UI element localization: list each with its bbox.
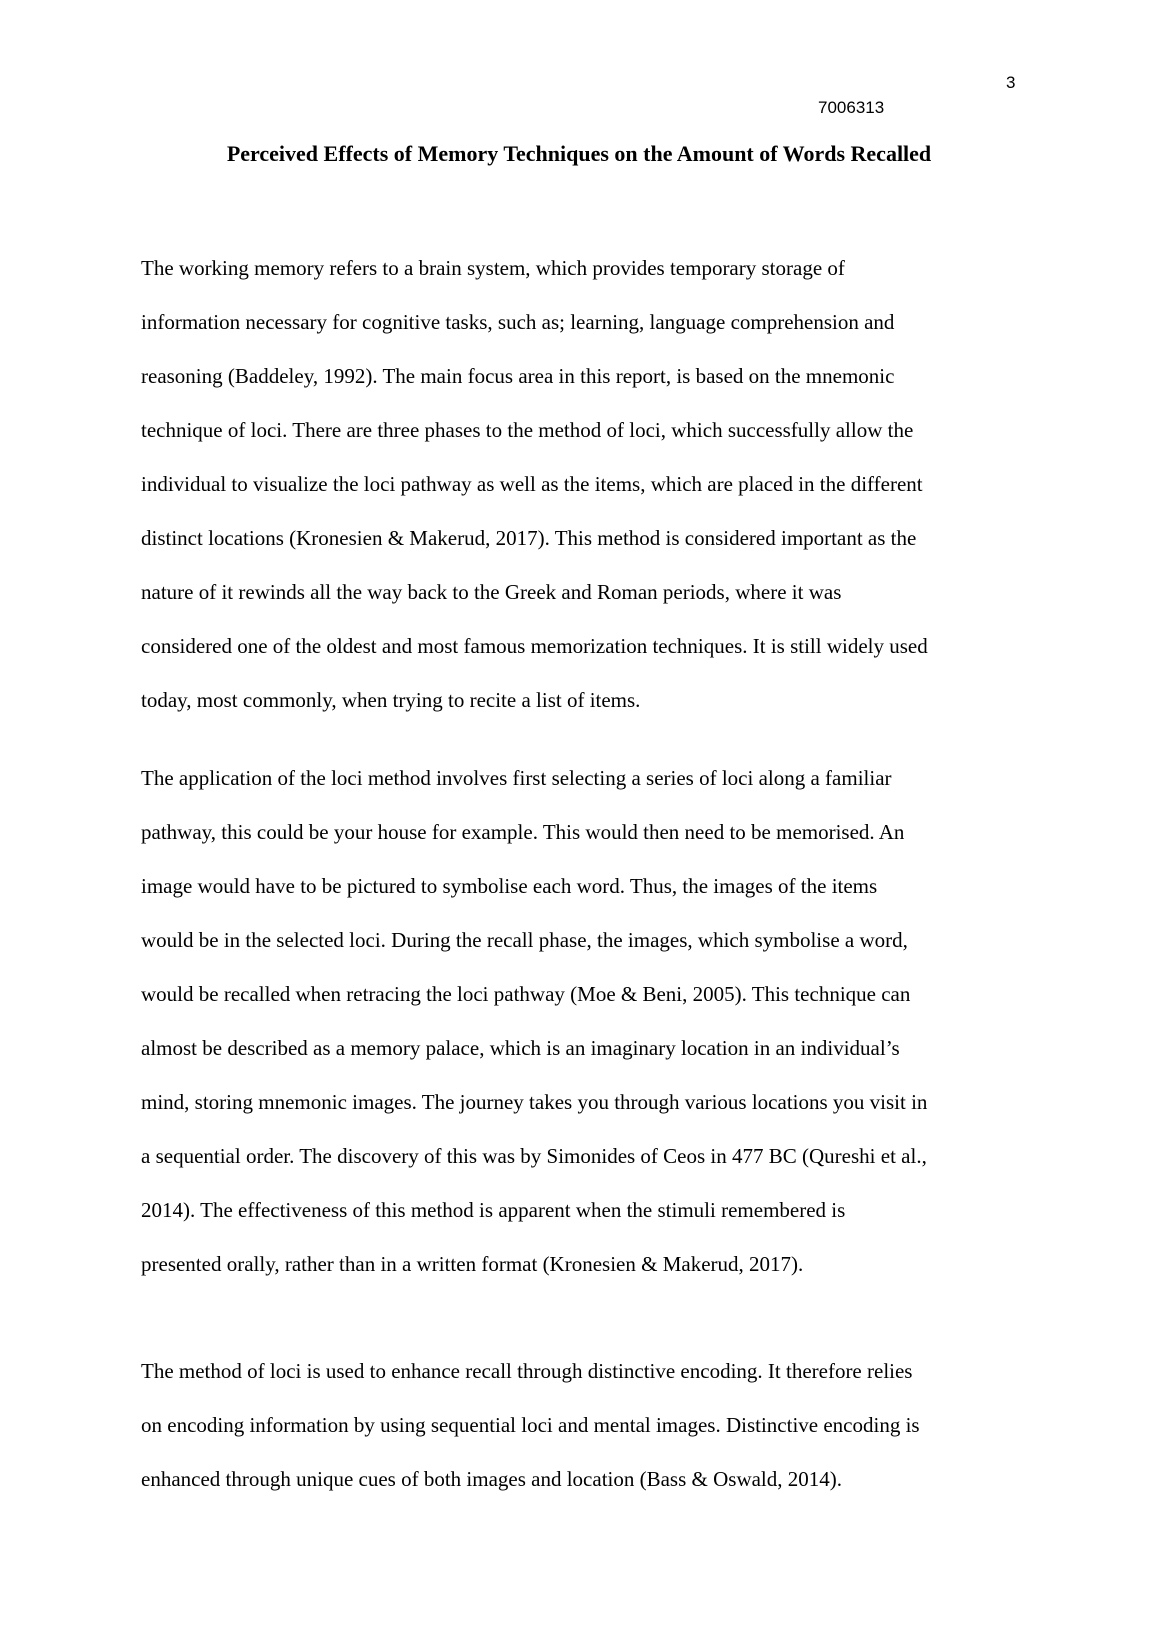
- paragraph-line: The application of the loci method involves first selecting a series of loci along a familiar: [141, 766, 892, 790]
- paragraph-line: image would have to be pictured to symbolise each word. Thus, the images of the items: [141, 874, 878, 898]
- paragraph-line: almost be described as a memory palace, which is an imaginary location in an individual’s: [141, 1036, 900, 1060]
- paragraph-line: technique of loci. There are three phases to the method of loci, which successfully allow the: [141, 418, 914, 442]
- paragraph-line: nature of it rewinds all the way back to the Greek and Roman periods, where it was: [141, 580, 842, 604]
- paragraph-line: pathway, this could be your house for example. This would then need to be memorised. An: [141, 820, 905, 844]
- paragraph-line: reasoning (Baddeley, 1992). The main focus area in this report, is based on the mnemonic: [141, 364, 895, 388]
- page-number: 3: [1006, 73, 1016, 92]
- paragraph-line: presented orally, rather than in a written format (Kronesien & Makerud, 2017).: [141, 1252, 804, 1276]
- document-title: Perceived Effects of Memory Techniques on the Amount of Words Recalled: [226, 141, 932, 166]
- paragraph-line: individual to visualize the loci pathway as well as the items, which are placed in the different: [141, 472, 923, 496]
- paragraph-3: [141, 1357, 920, 1519]
- paragraph-line: enhanced through unique cues of both images and location (Bass & Oswald, 2014).: [141, 1467, 843, 1491]
- paragraph-line: would be recalled when retracing the loci pathway (Moe & Beni, 2005). This technique can: [141, 982, 911, 1006]
- paragraph-line: distinct locations (Kronesien & Makerud, 2017). This method is considered important as the: [141, 526, 917, 550]
- paragraph-line: considered one of the oldest and most famous memorization techniques. It is still widely used: [141, 634, 928, 658]
- student-id: 7006313: [818, 98, 885, 117]
- paragraph-line: The working memory refers to a brain system, which provides temporary storage of: [141, 256, 845, 280]
- paragraph-line: would be in the selected loci. During the recall phase, the images, which symbolise a word,: [141, 928, 908, 952]
- paragraph-line: today, most commonly, when trying to recite a list of items.: [141, 688, 641, 712]
- paragraph-line: on encoding information by using sequential loci and mental images. Distinctive encoding is: [141, 1413, 920, 1437]
- paragraph-line: mind, storing mnemonic images. The journey takes you through various locations you visit in: [141, 1090, 928, 1114]
- paragraph-line: 2014). The effectiveness of this method is apparent when the stimuli remembered is: [141, 1198, 846, 1222]
- paragraph-line: a sequential order. The discovery of this was by Simonides of Ceos in 477 BC (Qureshi et al.,: [141, 1144, 927, 1168]
- paragraph-line: information necessary for cognitive tasks, such as; learning, language comprehension and: [141, 310, 895, 334]
- paragraph-2: [141, 764, 927, 1304]
- paragraph-1: [141, 254, 928, 740]
- paragraph-line: The method of loci is used to enhance recall through distinctive encoding. It therefore relies: [141, 1359, 913, 1383]
